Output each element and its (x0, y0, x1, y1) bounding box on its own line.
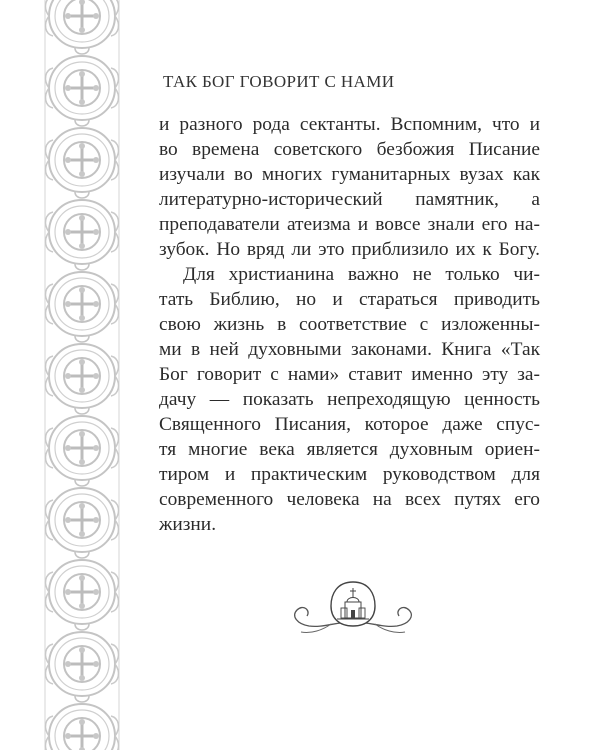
text-line: Для христианина важно не только чи- (183, 264, 540, 285)
text-line: современного человека на всех путях его (159, 489, 540, 510)
text-line: и разного рода сектанты. Вспомним, что и (159, 114, 540, 135)
church-vignette-icon (283, 578, 423, 638)
text-line: зубок. Но вряд ли это приблизило их к Богу. (159, 239, 540, 260)
text-line: тиром и практическим руководством для (159, 464, 540, 485)
text-line: во времена советского безбожия Писание (159, 139, 540, 160)
paragraph-1 (159, 112, 540, 262)
text-line: литературно-исторический памятник, а (159, 189, 540, 210)
body-text (159, 112, 540, 537)
paragraph-2 (159, 262, 540, 537)
text-line: изучали во многих гуманитарных вузах как (159, 164, 540, 185)
text-line: ми в ней духовными законами. Книга «Так (159, 339, 540, 360)
text-line: жизни. (159, 514, 217, 535)
text-line: Священного Писания, которое даже спус- (159, 414, 540, 435)
running-title: ТАК БОГ ГОВОРИТ С НАМИ (163, 72, 395, 91)
text-line: свою жизнь в соответствие с изложенны- (159, 314, 540, 335)
text-line: преподаватели атеизма и вовсе знали его на- (159, 214, 540, 235)
ornamental-cross-border-icon (43, 0, 121, 750)
text-line: дачу — показать непреходящую ценность (159, 389, 540, 410)
text-line: тать Библию, но и стараться приводить (159, 289, 540, 310)
text-line: Бог говорит с нами» ставит именно эту за- (159, 364, 540, 385)
text-line: тя многие века является духовным ориен- (159, 439, 540, 460)
